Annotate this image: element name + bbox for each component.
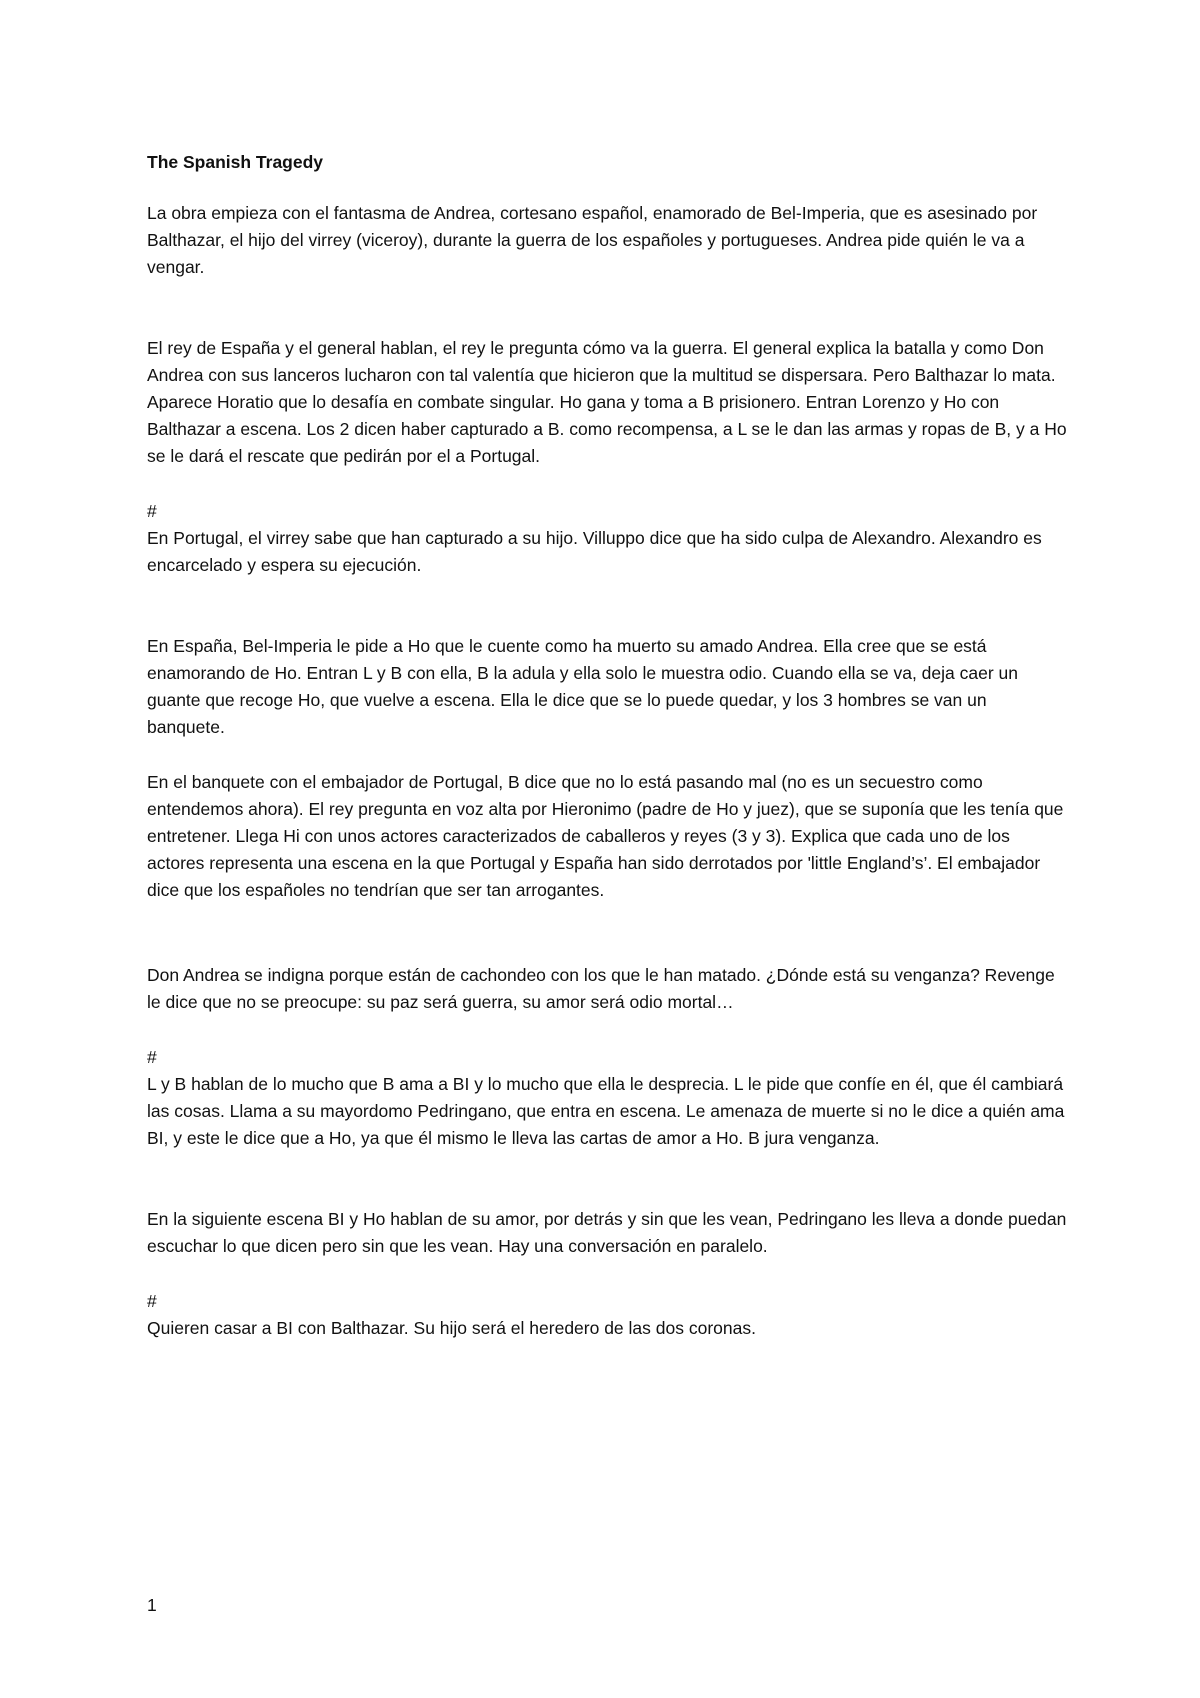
paragraph-battle: El rey de España y el general hablan, el rey le pregunta cómo va la guerra. El general explica la batalla y como Don Andrea con sus lanceros lucharon con tal valentía que hicieron que la multitud se dispersara. Pero Balthazar lo mata. Aparece Horatio que lo desafía en combate singular. Ho gana y toma a B prisionero. Entran Lorenzo y Ho con Balthazar a escena. Los 2 dicen haber capturado a B. como recompensa, a L se le dan las armas y ropas de B, y a Ho se le dará el rescate que pedirán por el a Portugal. bbox=[147, 338, 1067, 466]
paragraph-don-andrea: Don Andrea se indigna porque están de cachondeo con los que le han matado. ¿Dónde está su venganza? Revenge le dice que no se preocupe: su paz será guerra, su amor será odio mortal… bbox=[147, 965, 1055, 1012]
section-separator: # bbox=[147, 501, 157, 521]
paragraph-marriage: Quieren casar a BI con Balthazar. Su hijo será el heredero de las dos coronas. bbox=[147, 1318, 756, 1338]
paragraph-intro: La obra empieza con el fantasma de Andrea, cortesano español, enamorado de Bel-Imperia, que es asesinado por Balthazar, el hijo del virrey (viceroy), durante la guerra de los españoles y portugueses. Andrea pide quién le va a vengar. bbox=[147, 203, 1038, 277]
page-number: 1 bbox=[147, 1595, 157, 1615]
paragraph-portugal: En Portugal, el virrey sabe que han capturado a su hijo. Villuppo dice que ha sido culpa de Alexandro. Alexandro es encarcelado y espera su ejecución. bbox=[147, 528, 1042, 575]
section-separator: # bbox=[147, 1291, 157, 1311]
section-separator: # bbox=[147, 1047, 157, 1067]
paragraph-bel-imperia: En España, Bel-Imperia le pide a Ho que le cuente como ha muerto su amado Andrea. Ella cree que se está enamorando de Ho. Entran L y B con ella, B la adula y ella solo le muestra odio. Cuando ella se va, deja caer un guante que recoge Ho, que vuelve a escena. Ella le dice que se lo puede quedar, y los 3 hombres se van un banquete. bbox=[147, 636, 1018, 737]
paragraph-banquet: En el banquete con el embajador de Portugal, B dice que no lo está pasando mal (no es un secuestro como entendemos ahora). El rey pregunta en voz alta por Hieronimo (padre de Ho y juez), que se suponía que les tenía que entretener. Llega Hi con unos actores caracterizados de caballeros y reyes (3 y 3). Explica que cada uno de los actores representa una escena en la que Portugal y España han sido derrotados por 'little England’s’. El embajador dice que los españoles no tendrían que ser tan arrogantes. bbox=[147, 772, 1064, 900]
paragraph-conversation: En la siguiente escena BI y Ho hablan de su amor, por detrás y sin que les vean, Pedringano les lleva a donde puedan escuchar lo que dicen pero sin que les vean. Hay una conversación en paralelo. bbox=[147, 1209, 1067, 1256]
paragraph-pedringano: L y B hablan de lo mucho que B ama a BI y lo mucho que ella le desprecia. L le pide que confíe en él, que él cambiará las cosas. Llama a su mayordomo Pedringano, que entra en escena. Le amenaza de muerte si no le dice a quién ama BI, y este le dice que a Ho, ya que él mismo le lleva las cartas de amor a Ho. B jura venganza. bbox=[147, 1074, 1065, 1148]
document-body bbox=[147, 149, 1067, 1342]
document-title: The Spanish Tragedy bbox=[147, 152, 324, 172]
